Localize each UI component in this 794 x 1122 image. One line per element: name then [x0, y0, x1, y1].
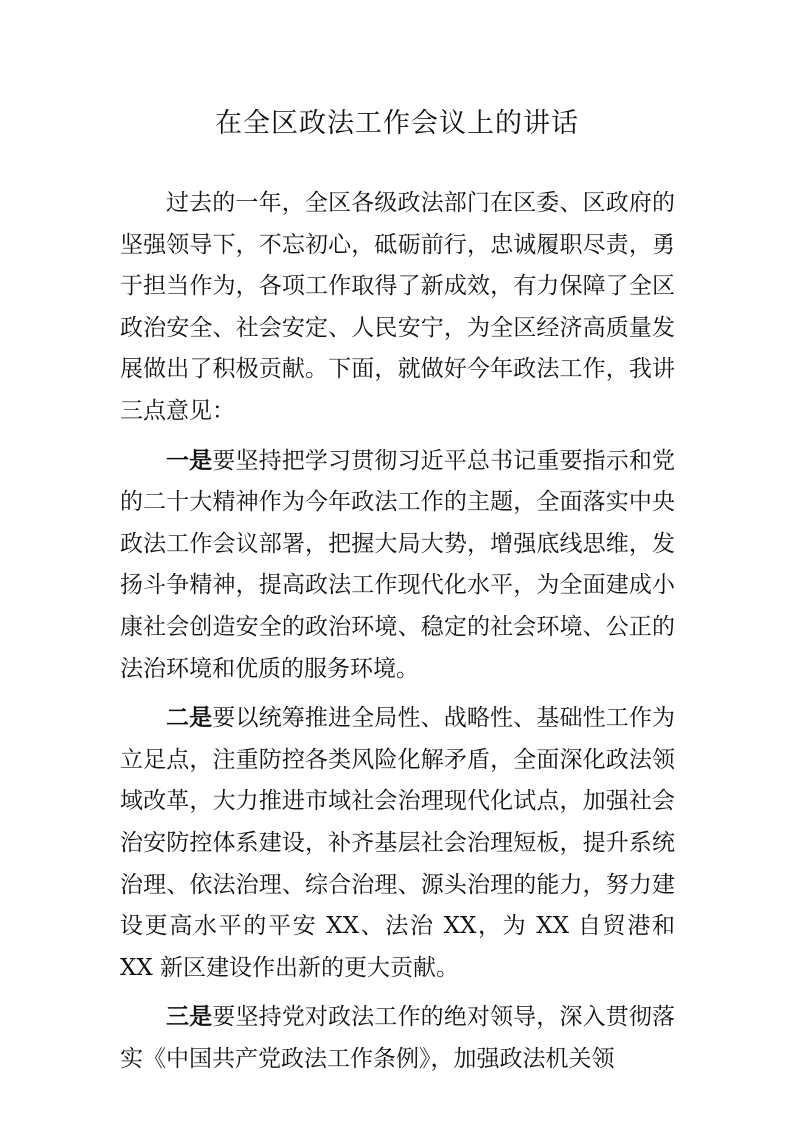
- point-one-text: 要坚持把学习贯彻习近平总书记重要指示和党的二十大精神作为今年政法工作的主题，全面落实中央政法工作会议部署，把握大局大势，增强底线思维，发扬斗争精神，提高政法工作现代化水平，为全面建成小康社会创造安全的政治环境、稳定的社会环境、公正的法治环境和优质的服务环境。: [120, 447, 676, 682]
- point-three-lead: 三是: [166, 1004, 213, 1031]
- document-body: [120, 183, 675, 1080]
- document-title: 在全区政法工作会议上的讲话: [215, 108, 579, 139]
- point-two-lead: 二是: [166, 705, 213, 732]
- point-two-paragraph: [120, 698, 675, 989]
- point-one-lead: 一是: [166, 447, 213, 474]
- point-two-text: 要以统筹推进全局性、战略性、基础性工作为立足点，注重防控各类风险化解矛盾，全面深化政法领域改革，大力推进市域社会治理现代化试点，加强社会治安防控体系建设，补齐基层社会治理短板，提升系统治理、依法治理、综合治理、源头治理的能力，努力建设更高水平的平安 XX、法治 XX，为 XX 自贸港和 XX 新区建设作出新的更大贡献。: [120, 705, 676, 981]
- point-three-text: 要坚持党对政法工作的绝对领导，深入贯彻落实《中国共产党政法工作条例》，加强政法机关领: [120, 1004, 676, 1072]
- point-one-paragraph: [120, 441, 675, 691]
- intro-paragraph: 过去的一年，全区各级政法部门在区委、区政府的坚强领导下，不忘初心，砥砺前行，忠诚履职尽责，勇于担当作为，各项工作取得了新成效，有力保障了全区政治安全、社会安定、人民安宁，为全区经济高质量发展做出了积极贡献。下面，就做好今年政法工作，我讲三点意见：: [120, 190, 675, 424]
- point-three-paragraph: [120, 997, 675, 1080]
